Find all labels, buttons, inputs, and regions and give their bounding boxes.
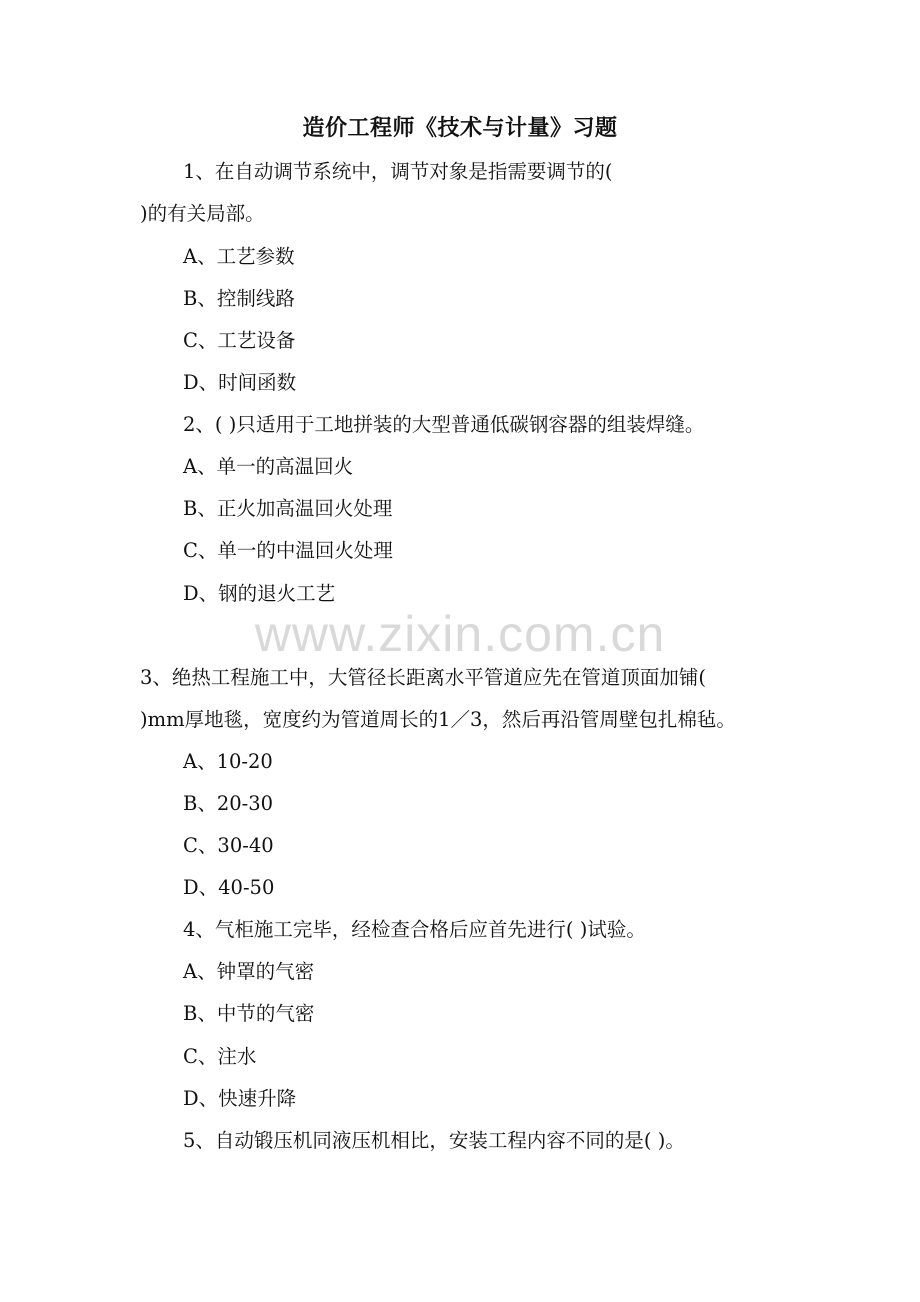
question-2-option-c: C、单一的中温回火处理	[183, 539, 393, 562]
question-3-option-c: C、30-40	[183, 834, 274, 857]
question-2-option-a: A、单一的高温回火	[183, 455, 354, 478]
question-1-text-line-1: 1、在自动调节系统中，调节对象是指需要调节的(	[183, 160, 613, 183]
question-1-option-b: B、控制线路	[183, 287, 295, 310]
question-3-text-line-1: 3、绝热工程施工中，大管径长距离水平管道应先在管道顶面加铺(	[140, 666, 707, 689]
question-4-option-b: B、中节的气密	[183, 1002, 315, 1025]
question-2-option-b: B、正火加高温回火处理	[183, 497, 393, 520]
question-3-text-line-2: )mm厚地毯，宽度约为管道周长的1／3，然后再沿管周壁包扎棉毡。	[140, 708, 736, 731]
question-3-option-b: B、20-30	[183, 792, 274, 815]
question-4-text: 4、气柜施工完毕，经检查合格后应首先进行( )试验。	[183, 918, 646, 941]
question-4-option-a: A、钟罩的气密	[183, 960, 315, 983]
question-1-option-d: D、时间函数	[183, 371, 297, 394]
question-2-option-d: D、钢的退火工艺	[183, 582, 336, 605]
question-1-text-line-2: )的有关局部。	[140, 202, 265, 225]
watermark: www.zixin.com.cn	[254, 606, 666, 662]
question-3-option-d: D、40-50	[183, 876, 275, 899]
question-4-option-d: D、快速升降	[183, 1087, 297, 1110]
question-3-option-a: A、10-20	[183, 750, 273, 773]
question-2-text: 2、( )只适用于工地拼装的大型普通低碳钢容器的组装焊缝。	[183, 413, 705, 436]
question-5-text: 5、自动锻压机同液压机相比，安装工程内容不同的是( )。	[183, 1129, 685, 1152]
question-1-option-c: C、工艺设备	[183, 329, 296, 352]
question-1-option-a: A、工艺参数	[183, 245, 295, 268]
document-title: 造价工程师《技术与计量》习题	[302, 115, 618, 141]
question-4-option-c: C、注水	[183, 1045, 257, 1068]
